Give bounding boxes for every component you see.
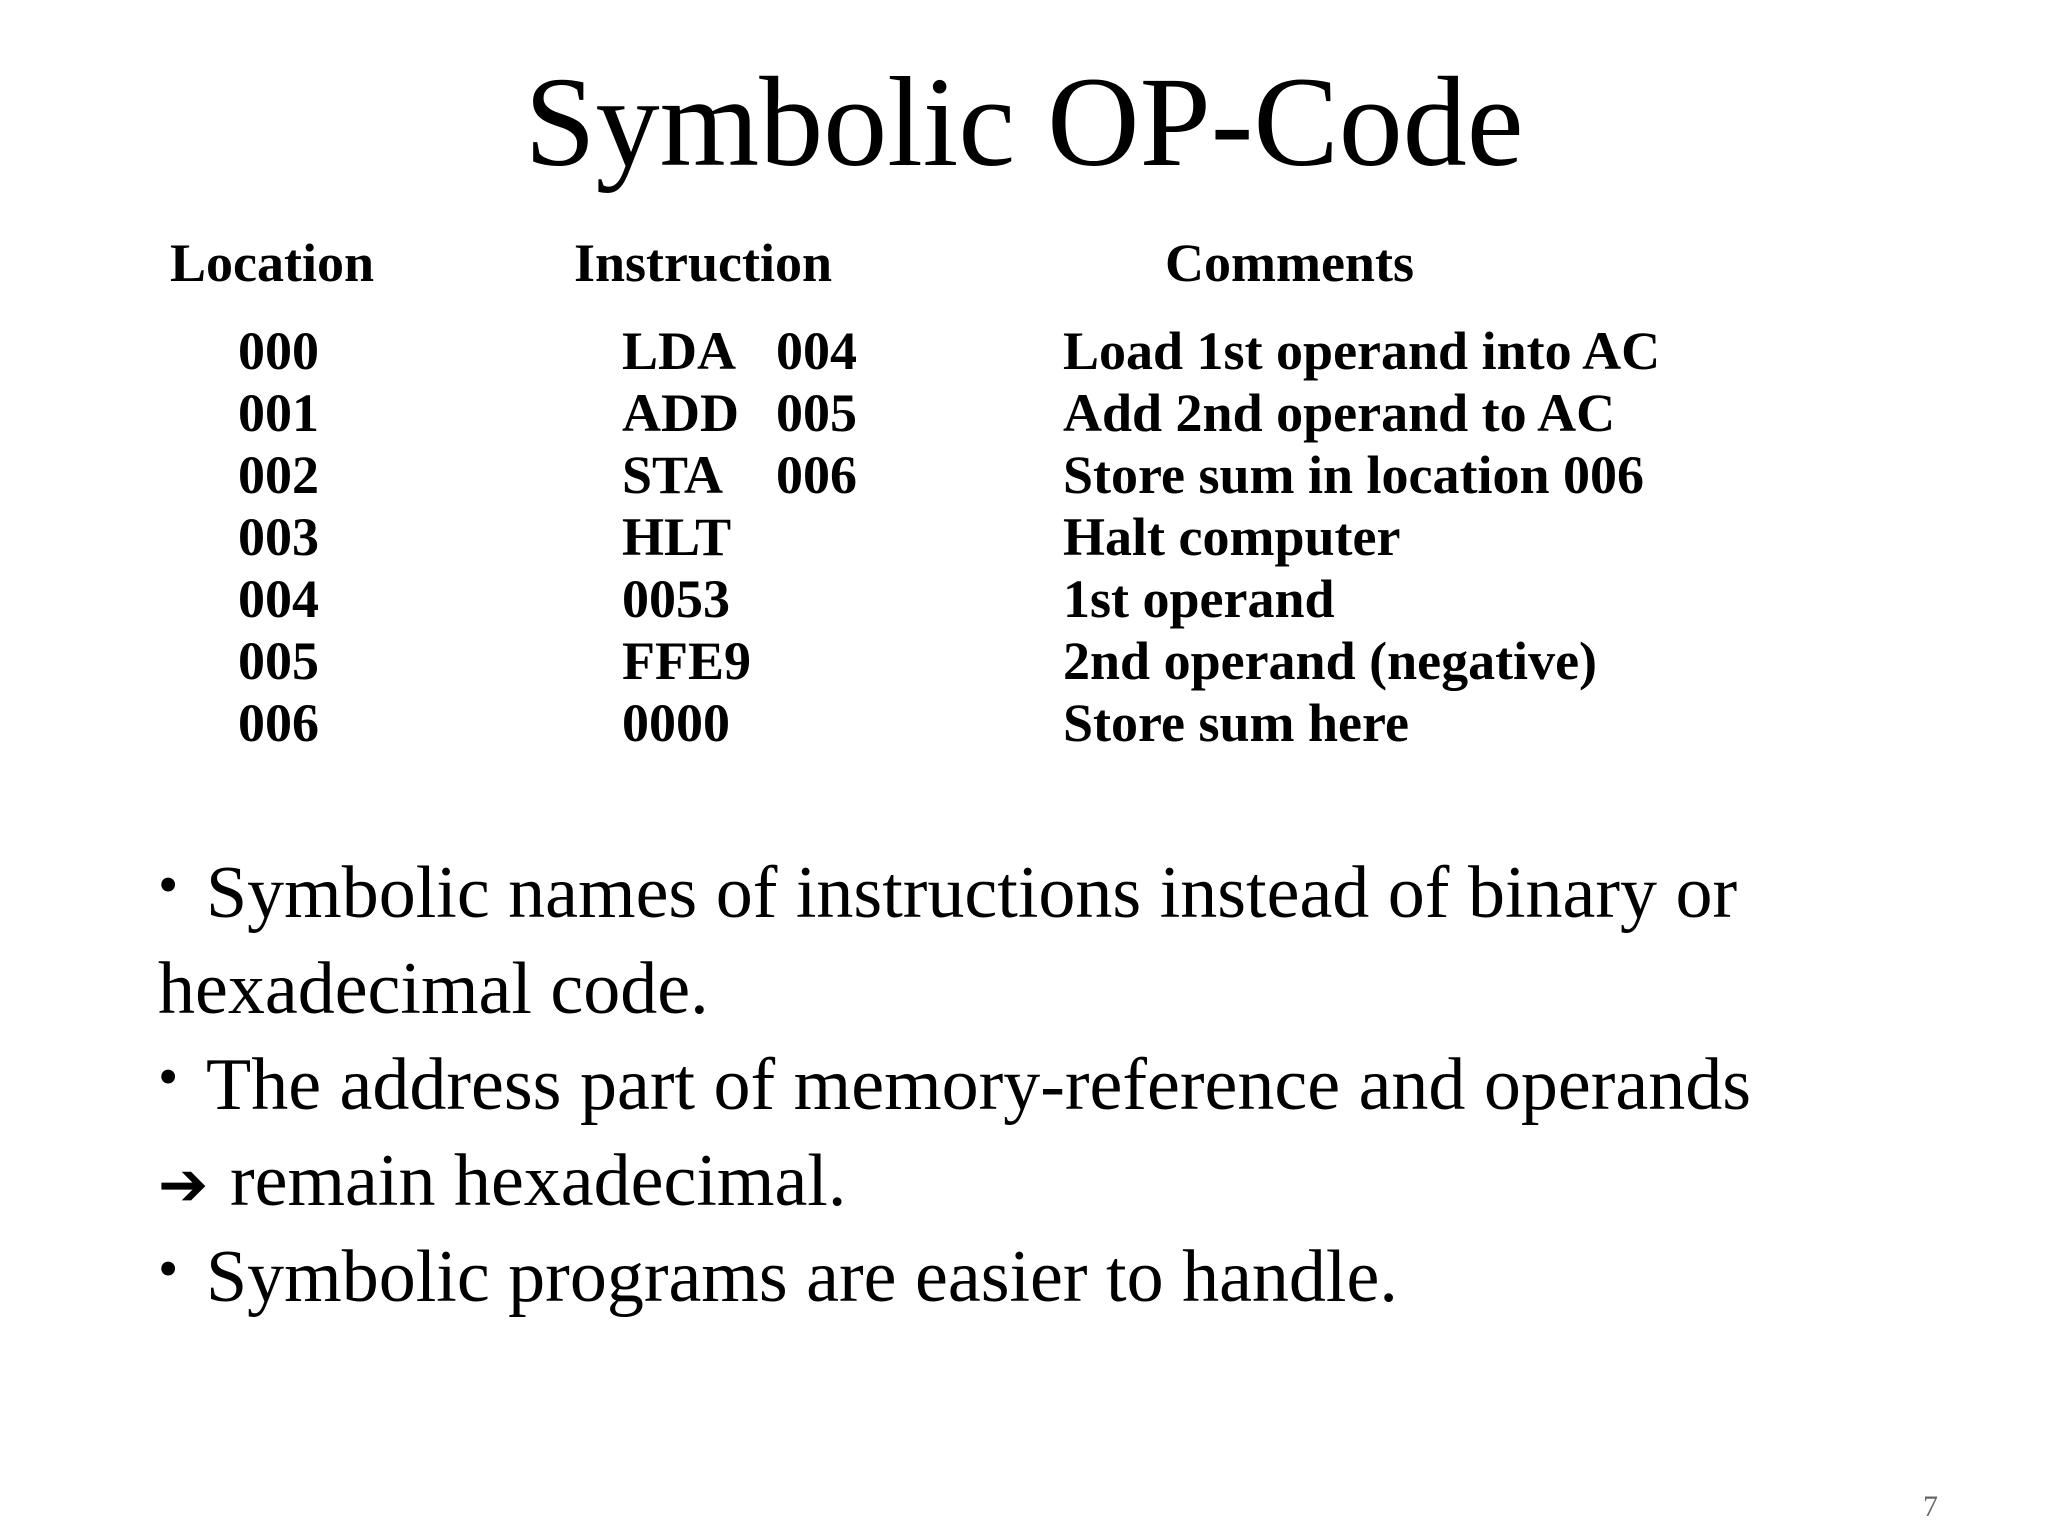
location-cell: 006 (238, 693, 319, 753)
instruction-cell: LDA (622, 321, 737, 381)
bullet-text: hexadecimal code. (158, 948, 709, 1030)
instruction-cell: 0053 (622, 569, 730, 629)
table-row (0, 568, 2048, 630)
location-cell: 004 (238, 569, 319, 629)
bullet-text: Symbolic programs are easier to handle. (206, 1236, 1398, 1318)
table-row (0, 630, 2048, 692)
location-cell: 001 (238, 383, 319, 443)
bullet-item (158, 1229, 1988, 1325)
address-cell: 005 (776, 383, 857, 443)
instruction-cell: HLT (622, 507, 732, 567)
comment-cell: Load 1st operand into AC (1063, 321, 1661, 381)
address-cell: 004 (776, 321, 857, 381)
table-row (0, 382, 2048, 444)
bullet-continuation (158, 1133, 1988, 1229)
bullet-text: remain hexadecimal. (230, 1140, 847, 1222)
comment-cell: Store sum in location 006 (1063, 445, 1645, 505)
bullet-item (158, 1037, 1988, 1133)
location-cell: 003 (238, 507, 319, 567)
table-row (0, 506, 2048, 568)
comment-cell: 2nd operand (negative) (1063, 631, 1598, 691)
instruction-cell: 0000 (622, 693, 730, 753)
comment-cell: Add 2nd operand to AC (1063, 383, 1616, 443)
table-row (0, 444, 2048, 506)
program-table (0, 0, 2048, 760)
comment-cell: Halt computer (1063, 507, 1401, 567)
bullet-dot-icon: • (158, 1236, 179, 1301)
table-row (0, 320, 2048, 382)
bullet-dot-icon: • (158, 852, 179, 917)
instruction-cell: FFE9 (622, 631, 751, 691)
bullet-text: The address part of memory-reference and operands (206, 1044, 1752, 1126)
column-header-comments: Comments (1165, 233, 1414, 293)
bullet-list (158, 845, 1988, 1325)
slide-title: Symbolic OP-Code (524, 51, 1524, 193)
address-cell: 006 (776, 445, 857, 505)
comment-cell: Store sum here (1063, 693, 1409, 753)
location-cell: 000 (238, 321, 319, 381)
table-row (0, 692, 2048, 754)
column-header-location: Location (170, 233, 375, 293)
column-header-instruction: Instruction (574, 233, 833, 293)
right-arrow-icon: ➔ (158, 1150, 209, 1220)
location-cell: 005 (238, 631, 319, 691)
comment-cell: 1st operand (1063, 569, 1335, 629)
instruction-cell: ADD (622, 383, 739, 443)
page-number: 7 (1923, 1490, 1938, 1523)
bullet-dot-icon: • (158, 1044, 179, 1109)
instruction-cell: STA (622, 445, 724, 505)
bullet-item (158, 845, 1988, 941)
bullet-text: Symbolic names of instructions instead of binary or (206, 852, 1738, 934)
location-cell: 002 (238, 445, 319, 505)
bullet-continuation (158, 941, 1988, 1037)
